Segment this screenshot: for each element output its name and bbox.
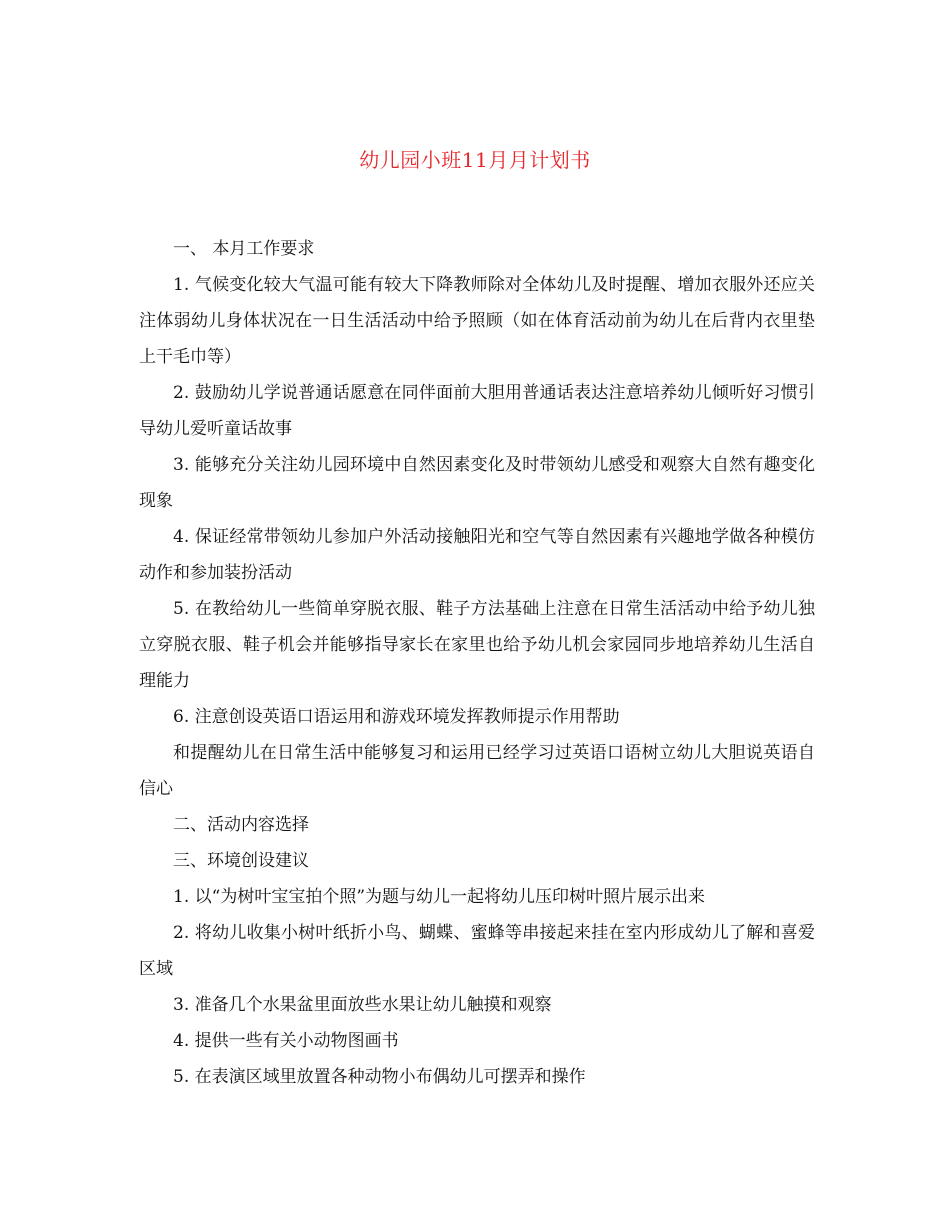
list-item: 1. 气候变化较大气温可能有较大下降教师除对全体幼儿及时提醒、增加衣服外还应关注体弱幼儿身体状况在一日生活活动中给予照顾（如在体育活动前为幼儿在后背内衣里垫上干毛巾等） (139, 275, 815, 367)
list-item: 2. 将幼儿收集小树叶纸折小鸟、蝴蝶、蜜蜂等串接起来挂在室内形成幼儿了解和喜爱区域 (139, 923, 815, 979)
list-item: 6. 注意创设英语口语运用和游戏环境发挥教师提示作用帮助 (173, 707, 620, 727)
list-item: 5. 在教给幼儿一些简单穿脱衣服、鞋子方法基础上注意在日常生活活动中给予幼儿独立穿脱衣服、鞋子机会并能够指导家长在家里也给予幼儿机会家园同步地培养幼儿生活自理能力 (139, 599, 815, 691)
document-body (139, 231, 815, 1095)
section-heading-work-requirements: 一、 本月工作要求 (173, 239, 315, 259)
list-item: 4. 提供一些有关小动物图画书 (173, 1031, 399, 1051)
list-item: 2. 鼓励幼儿学说普通话愿意在同伴面前大胆用普通话表达注意培养幼儿倾听好习惯引导幼儿爱听童话故事 (139, 383, 815, 439)
list-item-continuation: 和提醒幼儿在日常生活中能够复习和运用已经学习过英语口语树立幼儿大胆说英语自信心 (139, 743, 815, 799)
list-item: 5. 在表演区域里放置各种动物小布偶幼儿可摆弄和操作 (173, 1067, 586, 1087)
list-item: 3. 准备几个水果盆里面放些水果让幼儿触摸和观察 (173, 995, 552, 1015)
document-title: 幼儿园小班11月月计划书 (359, 148, 591, 172)
list-item: 1. 以“为树叶宝宝拍个照”为题与幼儿一起将幼儿压印树叶照片展示出来 (173, 887, 706, 907)
list-item: 4. 保证经常带领幼儿参加户外活动接触阳光和空气等自然因素有兴趣地学做各种模仿动作和参加装扮活动 (139, 527, 815, 583)
list-item: 3. 能够充分关注幼儿园环境中自然因素变化及时带领幼儿感受和观察大自然有趣变化现象 (139, 455, 815, 511)
section-heading-environment: 三、环境创设建议 (173, 851, 309, 871)
section-heading-activity-content: 二、活动内容选择 (173, 815, 309, 835)
